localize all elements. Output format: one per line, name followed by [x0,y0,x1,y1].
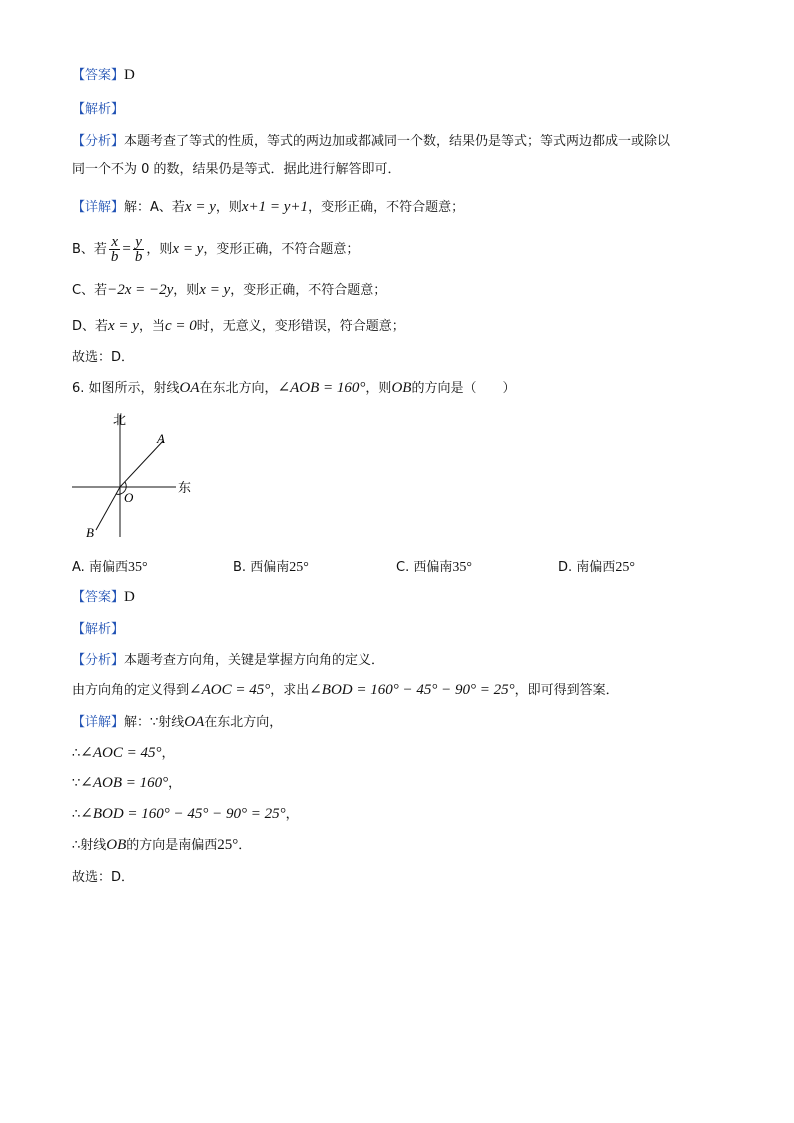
option-degree: 35° [452,560,472,575]
q6-fenxi-line [72,650,384,671]
q5-c-eq2: x = y [199,282,231,298]
fenxi-tag: 【分析】 [72,653,125,668]
q6-s3-eq: ∠BOD = 160° − 45° − 90° = 25° [80,806,286,822]
point-b-label: B [86,525,94,540]
option-letter: C. [396,560,410,575]
point-o-label: O [124,490,134,505]
q5-xiangjie-d [72,316,405,337]
q5-a-eq2: x+1 = y+1 [241,199,309,215]
q6-line2 [72,680,619,701]
q5-b-mid: ，则 [146,242,173,257]
xiangjie-tag: 【详解】 [72,200,125,215]
jiexi-tag: 【解析】 [72,622,125,637]
q6-gu [72,867,134,888]
q6-step-4 [72,835,251,856]
q5-c-eq1: −2x = −2y [107,282,174,298]
q6-option-b [233,556,309,576]
q6-s4-deg: 25° [217,837,239,853]
option-text: 南偏西 [88,560,128,575]
option-letter: D. [558,560,573,575]
q6-s4-ob: OB [106,837,127,853]
q5-fenxi-line-1 [72,131,670,152]
direction-figure [60,405,210,545]
q6-jiexi-line [72,619,124,640]
q5-answer: D [124,67,135,83]
q5-b-den1: b [110,249,119,265]
q6-xiangjie [72,712,282,733]
option-degree: 35° [127,560,148,575]
q6-s4-mid: 的方向是南偏西 [126,838,218,853]
q6-s3-post: ， [285,807,299,822]
north-label: 北 [113,413,127,428]
option-letter: B. [233,560,247,575]
q5-a-eq1: x = y [184,199,216,215]
q5-c-post: ，变形正确，不符合题意； [230,283,387,298]
q5-xiangjie-c [72,280,386,301]
q5-b-eq: = [122,241,131,257]
option-degree: 25° [615,560,635,575]
q6-s1-post: ， [161,746,175,761]
q5-xiangjie-b [72,232,359,267]
q5-jiexi-line [72,99,124,120]
q5-b-pre: B、若 [72,242,107,257]
q5-b-frac-1 [109,235,121,264]
q5-xiangjie-a [72,197,464,218]
point-a-label: A [157,431,165,446]
q6-s2-pre: ∵ [72,776,81,791]
q6-answer: D [124,589,135,605]
q6-stem [72,378,515,399]
q5-a-pre: 解：A、若 [124,200,185,215]
q6-gu-text: 故选：D． [72,870,135,885]
q5-d-eq2: c = 0 [164,318,197,334]
q5-answer-line [72,65,135,86]
q5-b-num2: y [133,235,145,250]
q6-stem-mid2: ，则 [365,381,392,396]
q6-line2-pre: 由方向角的定义得到 [72,683,190,698]
q6-s1-eq: ∠AOC = 45° [80,745,162,761]
q6-xiangjie-oa: OA [184,714,205,730]
q6-s2-post: ， [168,776,182,791]
q6-xiangjie-pre: 解：∵射线 [124,715,185,730]
q6-stem-pre: 6. 如图所示，射线 [72,381,180,396]
q5-fenxi-line-2 [72,159,401,180]
q6-fenxi-text: 本题考查方向角，关键是掌握方向角的定义． [124,653,385,668]
option-letter: A. [72,560,85,575]
option-degree: 25° [289,560,309,575]
q6-xiangjie-post: 在东北方向， [204,715,283,730]
q5-b-den2: b [134,249,143,265]
q5-b-eq2: x = y [172,241,204,257]
q5-a-mid: ，则 [215,200,242,215]
q6-stem-ob: OB [391,380,412,396]
option-text: 西偏南 [413,560,453,575]
q6-line2-post: ，即可得到答案． [514,683,619,698]
option-text: 南偏西 [576,560,616,575]
q6-step-3 [72,804,299,825]
q6-line2-mid: ，求出 [270,683,310,698]
q5-b-num1: x [109,235,121,250]
q6-step-2 [72,773,181,794]
q5-gu [72,347,134,368]
q6-s4-post: ． [238,838,252,853]
answer-tag: 【答案】 [72,590,125,605]
q6-stem-angle: ∠AOB = 160° [277,380,366,396]
q6-option-d [558,556,635,576]
jiexi-tag: 【解析】 [72,102,125,117]
q6-s3-pre: ∴ [72,807,81,822]
q6-stem-oa: OA [179,380,200,396]
q5-d-eq1: x = y [108,318,139,334]
q5-fenxi-text-1: 本题考查了等式的性质，等式的两边加或都减同一个数，结果仍是等式；等式两边都成一或除以 [124,134,671,149]
q5-a-post: ，变形正确，不符合题意； [308,200,465,215]
q6-option-a [72,556,148,576]
ray-ob [96,487,120,530]
q6-option-c [396,556,472,576]
q5-fenxi-text-2: 同一个不为 0 的数，结果仍是等式．据此进行解答即可． [72,162,401,177]
q6-s2-eq: ∠AOB = 160° [80,775,169,791]
q6-s1-pre: ∴ [72,746,81,761]
q6-stem-mid: 在东北方向， [199,381,278,396]
east-label: 东 [178,481,192,496]
ray-oa [120,441,163,487]
q5-c-mid: ，则 [173,283,200,298]
q6-answer-line [72,587,135,608]
q5-b-frac-2 [133,235,145,264]
q5-d-mid: ，当 [138,319,165,334]
q5-gu-text: 故选：D． [72,350,135,365]
xiangjie-tag: 【详解】 [72,715,125,730]
q5-d-pre: D、若 [72,319,109,334]
fenxi-tag: 【分析】 [72,134,125,149]
q6-line2-eq2: ∠BOD = 160° − 45° − 90° = 25° [309,682,515,698]
option-text: 西偏南 [250,560,290,575]
answer-tag: 【答案】 [72,68,125,83]
q5-c-pre: C、若 [72,283,108,298]
q6-step-1 [72,743,175,764]
q6-stem-post: 的方向是（ ） [411,381,516,396]
q5-b-post: ，变形正确，不符合题意； [203,242,360,257]
q6-line2-eq1: ∠AOC = 45° [189,682,271,698]
q6-s4-pre: ∴射线 [72,838,107,853]
q5-d-post: 时，无意义，变形错误，符合题意； [196,319,405,334]
